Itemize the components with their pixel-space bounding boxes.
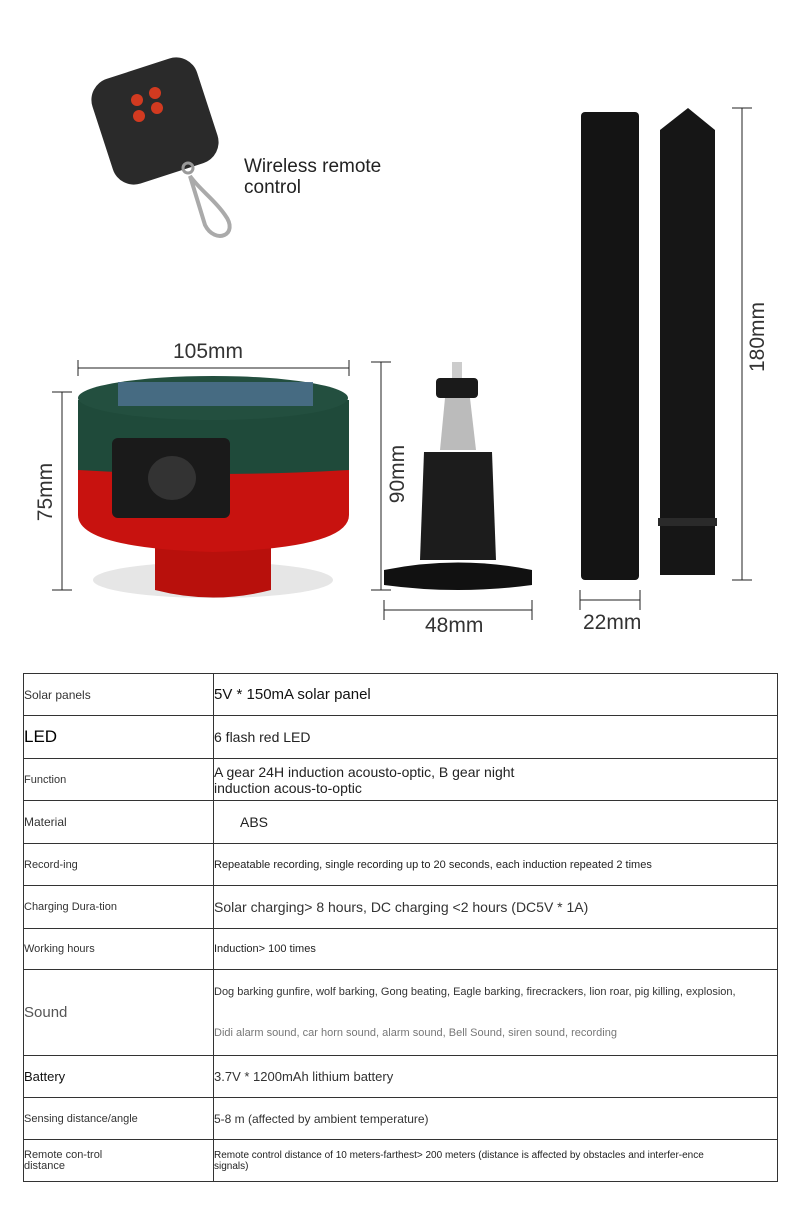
spec-value: 5-8 m (affected by ambient temperature) <box>214 1098 778 1140</box>
spec-value: 5V * 150mA solar panel <box>214 674 778 716</box>
table-row <box>24 1140 778 1182</box>
table-row <box>24 844 778 886</box>
spec-value: Repeatable recording, single recording up to 20 seconds, each induction repeated 2 times <box>214 844 778 886</box>
spec-value: A gear 24H induction acousto-optic, B gear night induction acous-to-optic <box>214 759 778 801</box>
pole-length-dimension: 180mm <box>746 301 769 373</box>
table-row <box>24 759 778 801</box>
spec-key: Working hours <box>24 929 214 970</box>
table-row <box>24 716 778 759</box>
remote-label: Wireless remote control <box>244 156 382 198</box>
spec-value: Dog barking gunfire, wolf barking, Gong beating, Eagle barking, firecrackers, lion roar, pig killing, explosion, <box>214 986 736 998</box>
remote-control-image <box>86 52 230 236</box>
spec-key: Charging Dura-tion <box>24 886 214 929</box>
spec-value-2: Didi alarm sound, car horn sound, alarm sound, Bell Sound, siren sound, recording <box>214 1027 617 1039</box>
width-dimension: 105mm <box>173 340 244 363</box>
spec-key: Function <box>24 759 214 801</box>
table-row <box>24 1056 778 1098</box>
spec-value: Remote control distance of 10 meters-farthest> 200 meters (distance is affected by obstacles and interfer-ence signals) <box>214 1140 778 1182</box>
spec-value: Induction> 100 times <box>214 929 778 970</box>
bracket-height-dimension: 90mm <box>386 444 409 504</box>
height-dimension: 75mm <box>34 462 57 522</box>
pole-diameter-dimension: 22mm <box>583 611 642 634</box>
spec-key: Material <box>24 801 214 844</box>
spec-value: Solar charging> 8 hours, DC charging <2 hours (DC5V * 1A) <box>214 886 778 929</box>
spec-value-cell <box>214 970 778 1056</box>
table-row <box>24 886 778 929</box>
table-row <box>24 801 778 844</box>
table-row <box>24 1098 778 1140</box>
spec-key: Remote con-trol distance <box>24 1140 214 1182</box>
spec-value: ABS <box>214 801 778 844</box>
bracket-base-dimension: 48mm <box>425 614 484 637</box>
spec-table <box>23 673 778 1182</box>
spec-key: Sound <box>24 970 214 1056</box>
pole-image <box>581 108 717 580</box>
spec-key: Solar panels <box>24 674 214 716</box>
alarm-device-image <box>78 376 349 598</box>
spec-key: Battery <box>24 1056 214 1098</box>
spec-value: 3.7V * 1200mAh lithium battery <box>214 1056 778 1098</box>
table-row <box>24 929 778 970</box>
spec-value: 6 flash red LED <box>214 716 778 759</box>
spec-key: Record-ing <box>24 844 214 886</box>
table-row <box>24 674 778 716</box>
table-row <box>24 970 778 1056</box>
spec-key: Sensing distance/angle <box>24 1098 214 1140</box>
spec-key: LED <box>24 716 214 759</box>
